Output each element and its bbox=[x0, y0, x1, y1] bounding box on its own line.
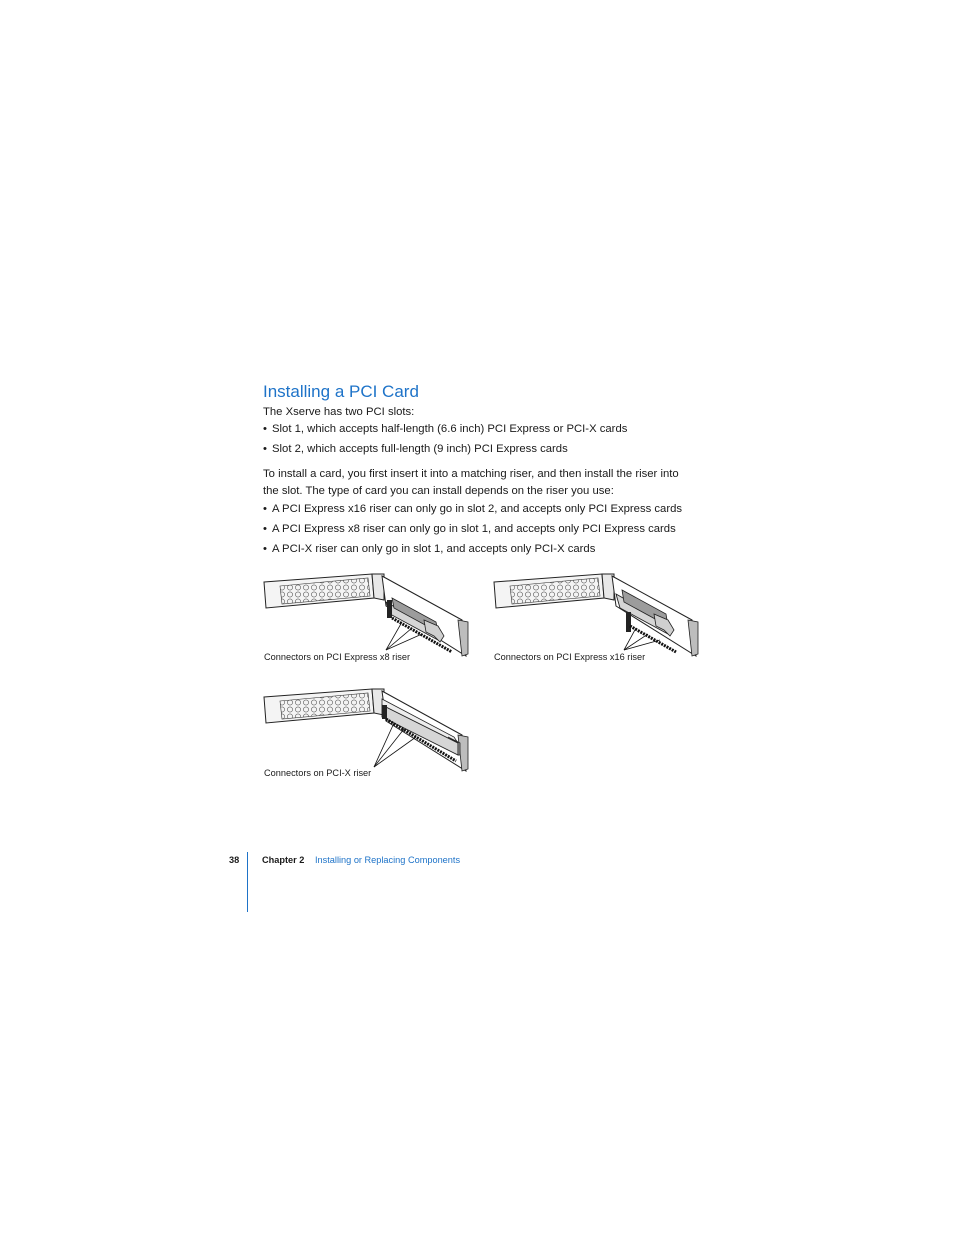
list-item-text: A PCI-X riser can only go in slot 1, and accepts only PCI-X cards bbox=[272, 543, 596, 555]
section-heading: Installing a PCI Card bbox=[263, 382, 419, 401]
paragraph-line: the slot. The type of card you can install depends on the riser you use: bbox=[263, 485, 614, 497]
bullet-glyph: • bbox=[263, 543, 267, 555]
bullet-glyph: • bbox=[263, 423, 267, 435]
footer-chapter-title: Installing or Replacing Components bbox=[315, 855, 461, 865]
bullet-glyph: • bbox=[263, 503, 267, 515]
footer-chapter-label: Chapter 2 bbox=[262, 855, 305, 865]
paragraph-line: To install a card, you first insert it into a matching riser, and then install the riser into bbox=[263, 468, 679, 480]
list-item-text: A PCI Express x16 riser can only go in slot 2, and accepts only PCI Express cards bbox=[272, 503, 683, 515]
list-item-text: A PCI Express x8 riser can only go in slot 1, and accepts only PCI Express cards bbox=[272, 523, 676, 535]
bullet-glyph: • bbox=[263, 523, 267, 535]
riser-pcix-illustration bbox=[262, 685, 472, 780]
riser-x16-illustration bbox=[492, 570, 702, 665]
footer-divider bbox=[247, 852, 248, 912]
install-paragraph bbox=[263, 466, 703, 500]
riser-x8-illustration bbox=[262, 570, 472, 665]
figure-caption-pcix: Connectors on PCI-X riser bbox=[264, 768, 372, 778]
page-number: 38 bbox=[229, 855, 240, 865]
list-item-text: Slot 2, which accepts full-length (9 inch) PCI Express cards bbox=[272, 443, 568, 455]
list-item-text: Slot 1, which accepts half-length (6.6 inch) PCI Express or PCI-X cards bbox=[272, 423, 628, 435]
bullet-glyph: • bbox=[263, 443, 267, 455]
figure-caption-x16: Connectors on PCI Express x16 riser bbox=[494, 652, 646, 662]
figure-caption-x8: Connectors on PCI Express x8 riser bbox=[264, 652, 411, 662]
intro-text: The Xserve has two PCI slots: bbox=[263, 406, 415, 418]
